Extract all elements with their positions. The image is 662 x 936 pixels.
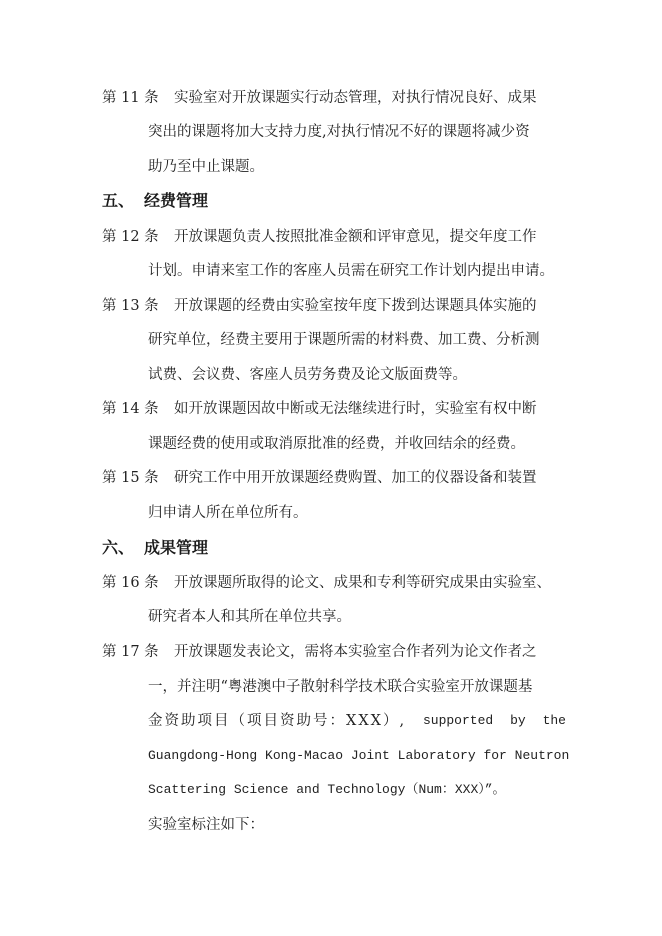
- article-16-line-2: 研究者本人和其所在单位共享。: [148, 609, 351, 625]
- article-14-label: 第 14 条: [102, 401, 159, 417]
- article-13-line-3: 试费、会议费、客座人员劳务费及论文版面费等。: [148, 367, 467, 383]
- article-17-line-5: Scattering Science and Technology（Num：XXX）”。: [148, 782, 506, 797]
- article-17-line-4: Guangdong-Hong Kong-Macao Joint Laboratory for Neutron: [148, 748, 570, 763]
- article-15-label: 第 15 条: [102, 470, 159, 486]
- article-14-line-1: 第 14 条 如开放课题因故中断或无法继续进行时，实验室有权中断: [102, 401, 537, 417]
- article-17-line-2: 一，并注明“粤港澳中子散射科学技术联合实验室开放课题基: [148, 679, 533, 695]
- article-12-line-2: 计划。申请来室工作的客座人员需在研究工作计划内提出申请。: [148, 263, 554, 279]
- section-5-heading: [102, 191, 208, 211]
- article-11-line-2: 突出的课题将加大支持力度,对执行情况不好的课题将减少资: [148, 124, 530, 140]
- article-13-line-2: 研究单位，经费主要用于课题所需的材料费、加工费、分析测: [148, 332, 540, 348]
- article-13-label: 第 13 条: [102, 298, 159, 314]
- article-11-line-1: 第 11 条 实验室对开放课题实行动态管理，对执行情况良好、成果: [102, 90, 537, 106]
- article-17-line-6: 实验室标注如下：: [148, 817, 264, 833]
- article-11-label: 第 11 条: [102, 90, 159, 106]
- article-14-line-2: 课题经费的使用或取消原批准的经费，并收回结余的经费。: [148, 436, 525, 452]
- article-16-line-1: 第 16 条 开放课题所取得的论文、成果和专利等研究成果由实验室、: [102, 575, 551, 591]
- article-11-line-3: 助乃至中止课题。: [148, 159, 264, 175]
- section-6-title: 成果管理: [144, 538, 209, 557]
- article-13-line-1: 第 13 条 开放课题的经费由实验室按年度下拨到达课题具体实施的: [102, 298, 537, 314]
- article-12-label: 第 12 条: [102, 229, 159, 245]
- section-5-title: 经费管理: [144, 191, 209, 210]
- section-5-number: 五、: [102, 191, 135, 210]
- article-17-line-1: 第 17 条 开放课题发表论文，需将本实验室合作者列为论文作者之: [102, 644, 537, 660]
- article-15-line-2: 归申请人所在单位所有。: [148, 505, 308, 521]
- article-17-line-3: 金资助项目（项目资助号：XXX）, supported by the: [148, 713, 566, 729]
- article-12-line-1: 第 12 条 开放课题负责人按照批准金额和评审意见，提交年度工作: [102, 229, 537, 245]
- article-16-label: 第 16 条: [102, 575, 159, 591]
- section-6-heading: [102, 538, 208, 558]
- article-17-label: 第 17 条: [102, 644, 159, 660]
- article-15-line-1: 第 15 条 研究工作中用开放课题经费购置、加工的仪器设备和装置: [102, 470, 537, 486]
- section-6-number: 六、: [102, 538, 135, 557]
